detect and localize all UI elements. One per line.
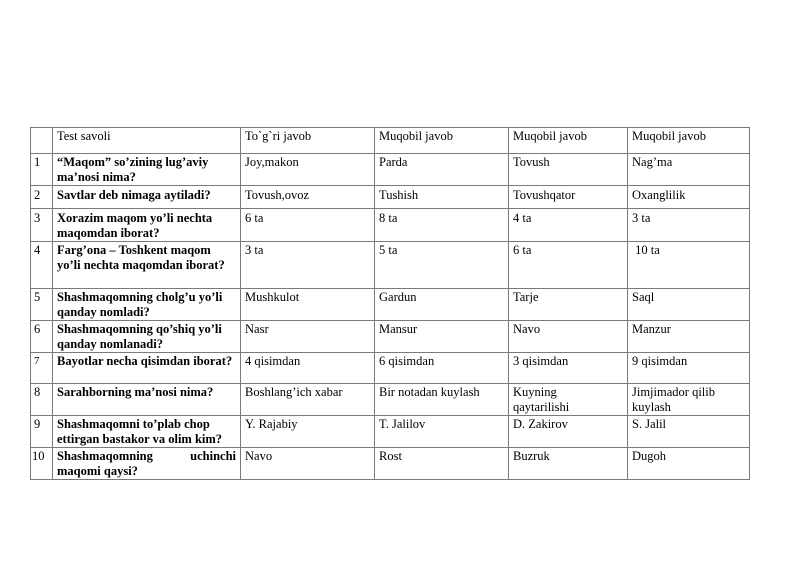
table-row <box>31 384 750 416</box>
question-cell: “Maqom” so’zining lug’aviy ma’nosi nima? <box>53 154 241 186</box>
correct-answer-cell: Tovush,ovoz <box>241 186 375 209</box>
table-row <box>31 242 750 289</box>
alternative-answer-cell: Nag’ma <box>628 154 750 186</box>
alternative-answer-cell: 6 ta <box>509 242 628 289</box>
alternative-answer-cell: 10 ta <box>628 242 750 289</box>
table-row <box>31 209 750 242</box>
alternative-answer-cell: 8 ta <box>375 209 509 242</box>
alternative-answer-cell: S. Jalil <box>628 416 750 448</box>
question-cell: Xorazim maqom yo’li nechta maqomdan iborat? <box>53 209 241 242</box>
correct-answer-cell: 6 ta <box>241 209 375 242</box>
header-number-cell <box>31 128 53 154</box>
alternative-answer-cell: Tovush <box>509 154 628 186</box>
alternative-answer-cell: 5 ta <box>375 242 509 289</box>
question-cell: Farg’ona – Toshkent maqom yo’li nechta maqomdan iborat? <box>53 242 241 289</box>
row-number: 10 <box>31 448 53 480</box>
table-row <box>31 289 750 321</box>
question-cell: Shashmaqomning cholg’u yo’li qanday nomladi? <box>53 289 241 321</box>
correct-answer-cell: Nasr <box>241 321 375 353</box>
row-number: 9 <box>31 416 53 448</box>
alternative-answer-cell: Mansur <box>375 321 509 353</box>
alternative-answer-cell: Tovushqator <box>509 186 628 209</box>
row-number: 2 <box>31 186 53 209</box>
correct-answer-cell: Joy,makon <box>241 154 375 186</box>
row-number: 4 <box>31 242 53 289</box>
question-cell: Shashmaqomning qo’shiq yo’li qanday nomlanadi? <box>53 321 241 353</box>
alternative-answer-cell: T. Jalilov <box>375 416 509 448</box>
question-cell: Sarahborning ma’nosi nima? <box>53 384 241 416</box>
correct-answer-cell: 3 ta <box>241 242 375 289</box>
alternative-answer-cell: Jimjimador qilib kuylash <box>628 384 750 416</box>
table-row <box>31 321 750 353</box>
header-alternative-answer-cell: Muqobil javob <box>509 128 628 154</box>
row-number: 6 <box>31 321 53 353</box>
correct-answer-cell: Y. Rajabiy <box>241 416 375 448</box>
quiz-table <box>30 127 750 480</box>
table-row <box>31 186 750 209</box>
question-cell: Shashmaqomni to’plab chop ettirgan bastakor va olim kim? <box>53 416 241 448</box>
header-alternative-answer-cell: Muqobil javob <box>628 128 750 154</box>
table-header-row <box>31 128 750 154</box>
header-question-cell: Test savoli <box>53 128 241 154</box>
alternative-answer-cell: Kuyning qaytarilishi <box>509 384 628 416</box>
alternative-answer-cell: 3 ta <box>628 209 750 242</box>
table-row <box>31 154 750 186</box>
alternative-answer-cell: 6 qisimdan <box>375 353 509 384</box>
correct-answer-cell: Navo <box>241 448 375 480</box>
question-cell: Savtlar deb nimaga aytiladi? <box>53 186 241 209</box>
correct-answer-cell: 4 qisimdan <box>241 353 375 384</box>
alternative-answer-cell: Manzur <box>628 321 750 353</box>
alternative-answer-cell: 9 qisimdan <box>628 353 750 384</box>
alternative-answer-cell: Gardun <box>375 289 509 321</box>
correct-answer-cell: Boshlang’ich xabar <box>241 384 375 416</box>
alternative-answer-cell: Saql <box>628 289 750 321</box>
question-cell: Shashmaqomning uchinchi maqomi qaysi? <box>53 448 241 480</box>
alternative-answer-cell: 3 qisimdan <box>509 353 628 384</box>
alternative-answer-cell: Tushish <box>375 186 509 209</box>
row-number: 3 <box>31 209 53 242</box>
table-row <box>31 416 750 448</box>
row-number: 5 <box>31 289 53 321</box>
alternative-answer-cell: Bir notadan kuylash <box>375 384 509 416</box>
alternative-answer-cell: Oxanglilik <box>628 186 750 209</box>
alternative-answer-cell: Tarje <box>509 289 628 321</box>
alternative-answer-cell: Rost <box>375 448 509 480</box>
correct-answer-cell: Mushkulot <box>241 289 375 321</box>
table-row <box>31 448 750 480</box>
row-number: 1 <box>31 154 53 186</box>
row-number: 8 <box>31 384 53 416</box>
header-alternative-answer-cell: Muqobil javob <box>375 128 509 154</box>
alternative-answer-cell: Parda <box>375 154 509 186</box>
row-number: 7 <box>31 353 53 384</box>
header-correct-answer-cell: To`g`ri javob <box>241 128 375 154</box>
table-row <box>31 353 750 384</box>
alternative-answer-cell: 4 ta <box>509 209 628 242</box>
alternative-answer-cell: Buzruk <box>509 448 628 480</box>
question-cell: Bayotlar necha qisimdan iborat? <box>53 353 241 384</box>
alternative-answer-cell: Dugoh <box>628 448 750 480</box>
alternative-answer-cell: Navo <box>509 321 628 353</box>
alternative-answer-cell: D. Zakirov <box>509 416 628 448</box>
